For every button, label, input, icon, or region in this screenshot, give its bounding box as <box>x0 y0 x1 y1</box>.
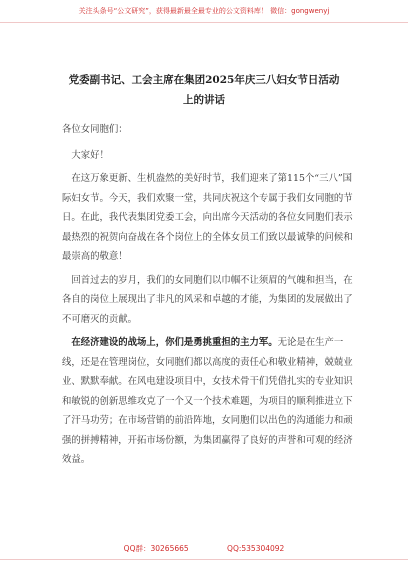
footer-divider <box>0 559 408 560</box>
footer-qq-group: QQ群：30265665 <box>123 544 189 553</box>
document-title <box>0 70 408 110</box>
title-line-1: 党委副书记、工会主席在集团2025年庆三八妇女节日活动 <box>68 74 340 86</box>
footer-qq: QQ:535304092 <box>227 544 285 553</box>
document-body <box>62 120 357 470</box>
greeting: 大家好！ <box>71 149 109 161</box>
paragraph-3 <box>62 333 357 470</box>
footer-contacts <box>0 543 408 554</box>
paragraph-3-lead: 在经济建设的战场上，你们是勇挑重担的主力军。 <box>71 337 278 348</box>
salutation: 各位女同胞们： <box>62 124 128 135</box>
paragraph-2: 回首过去的岁月，我们的女同胞们以巾帼不让须眉的气魄和担当，在各自的岗位上展现出了非凡的风采和卓越的才能，为集团的发展做出了不可磨灭的贡献。 <box>62 274 353 325</box>
header-notice: 关注头条号“公文研究”，获得最新最全最专业的公文资料库！ 微信：gongwenyj <box>0 0 408 23</box>
paragraph-3-rest: 无论是在生产一线，还是在管理岗位，女同胞们都以高度的责任心和敬业精神，兢兢业业、默默奉献。在风电建设项目中，女技术骨干们凭借扎实的专业知识和敏锐的创新思维攻克了一个又一个技术难题，为项目的顺利推进立下了汗马功劳；在市场营销的前沿阵地，女同胞们以出色的沟通能力和顽强的拼搏精神，开拓市场份额，为集团赢得了良好的声誉和可观的经济效益。 <box>62 337 353 465</box>
title-line-2: 上的讲话 <box>183 94 225 106</box>
paragraph-1: 在这万象更新、生机盎然的美好时节，我们迎来了第115个“三八”国际妇女节。今天，我们欢聚一堂，共同庆祝这个专属于我们女同胞的节日。在此，我代表集团党委工会，向出席今天活动的各位女同胞们表示最热烈的祝贺向奋战在各个岗位上的全体女员工们致以最诚挚的问候和最崇高的敬意！ <box>62 173 353 262</box>
